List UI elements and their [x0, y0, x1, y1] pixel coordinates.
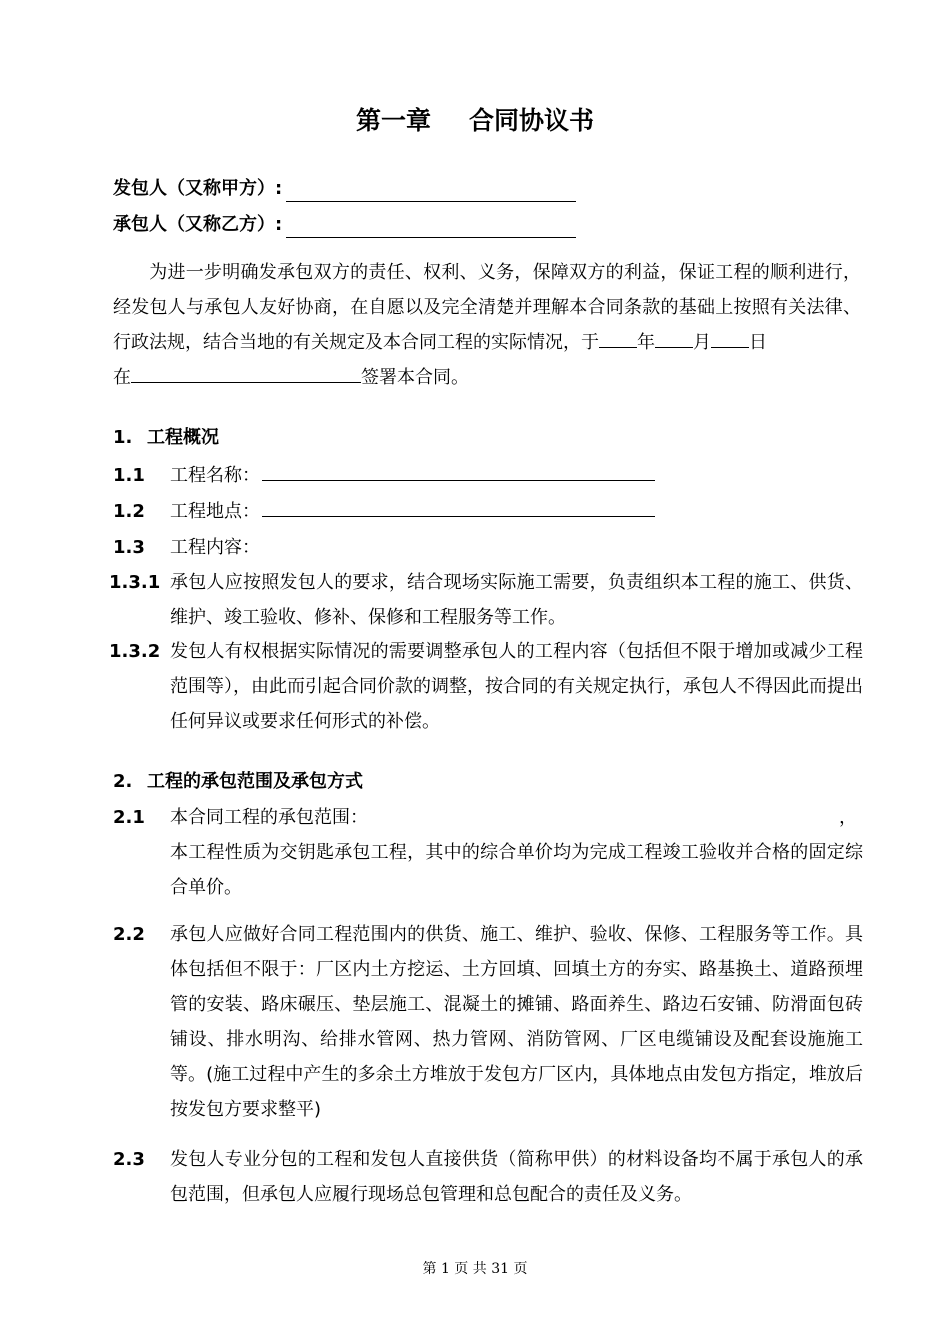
- day-label: 日: [749, 332, 767, 353]
- section-1-heading: [113, 425, 219, 451]
- clause-text: 工程内容：: [170, 537, 260, 558]
- clause-text: 工程地点：: [170, 501, 260, 522]
- section-2-title: 工程的承包范围及承包方式: [147, 771, 363, 792]
- clause-2-1: [113, 800, 863, 905]
- clause-number: 2.1: [113, 807, 145, 828]
- chapter-name: 合同协议书: [469, 106, 595, 135]
- clause-text: 本工程性质为交钥匙承包工程，其中的综合单价均为完成工程竣工验收并合格的固定综合单价。: [170, 842, 863, 898]
- intro-paragraph: [113, 255, 861, 395]
- place-blank: [131, 360, 361, 383]
- year-blank: [599, 325, 637, 348]
- chapter-number: 第一章: [355, 106, 431, 135]
- clause-number: 1.3: [113, 537, 145, 558]
- page-footer: 第 1 页 共 31 页: [422, 1261, 528, 1277]
- clause-number: 1.2: [113, 501, 145, 522]
- clause-2-2: [113, 917, 863, 1127]
- section-1-title: 工程概况: [147, 427, 219, 448]
- scope-comma: ，: [839, 807, 857, 828]
- clause-1-1: [113, 458, 863, 493]
- section-1-number: 1.: [113, 427, 133, 448]
- clause-1-3-1: [109, 565, 863, 635]
- contractor-label: 承包人（又称乙方）:: [113, 214, 283, 235]
- clause-text: 发包人有权根据实际情况的需要调整承包人的工程内容（包括但不限于增加或减少工程范围等），由此而引起合同价款的调整，按合同的有关规定执行，承包人不得因此而提出任何异议或要求任何形式的补偿。: [170, 641, 863, 732]
- place-label: 在: [113, 367, 131, 388]
- clause-text: 工程名称：: [170, 465, 260, 486]
- chapter-title: [0, 104, 950, 138]
- employer-line: [113, 176, 576, 202]
- section-2-number: 2.: [113, 771, 133, 792]
- intro-text: 为进一步明确发承包双方的责任、权利、义务，保障双方的利益，保证工程的顺利进行，经发包人与承包人友好协商，在自愿以及完全清楚并理解本合同条款的基础上按照有关法律、行政法规，结合当地的有关规定及本合同工程的实际情况，于: [113, 262, 861, 353]
- year-label: 年: [637, 332, 655, 353]
- clause-text: 发包人专业分包的工程和发包人直接供货（简称甲供）的材料设备均不属于承包人的承包范围，但承包人应履行现场总包管理和总包配合的责任及义务。: [170, 1149, 863, 1205]
- project-location-blank: [262, 494, 655, 517]
- clause-2-3: [113, 1142, 863, 1212]
- clause-number: 1.1: [113, 465, 145, 486]
- clause-number: 1.3.2: [109, 641, 161, 662]
- contractor-blank: [286, 215, 576, 238]
- scope-label: 本合同工程的承包范围：: [170, 807, 368, 828]
- month-blank: [655, 325, 693, 348]
- clause-number: 2.2: [113, 924, 145, 945]
- clause-1-3: [113, 530, 863, 565]
- month-label: 月: [693, 332, 711, 353]
- employer-blank: [286, 179, 576, 202]
- employer-label: 发包人（又称甲方）:: [113, 178, 283, 199]
- day-blank: [711, 325, 749, 348]
- clause-text: 承包人应做好合同工程范围内的供货、施工、维护、验收、保修、工程服务等工作。具体包括但不限于：厂区内土方挖运、土方回填、回填土方的夯实、路基换土、道路预埋管的安装、路床碾压、垫层施工、混凝土的摊铺、路面养生、路边石安铺、防滑面包砖铺设、排水明沟、给排水管网、热力管网、消防管网、厂区电缆铺设及配套设施施工等。(施工过程中产生的多余土方堆放于发包方厂区内，具体地点由发包方指定，堆放后按发包方要求整平): [170, 924, 863, 1120]
- clause-number: 1.3.1: [109, 572, 161, 593]
- section-2-heading: [113, 769, 363, 795]
- clause-text: 承包人应按照发包人的要求，结合现场实际施工需要，负责组织本工程的施工、供货、维护、竣工验收、修补、保修和工程服务等工作。: [170, 572, 863, 628]
- clause-1-3-2: [109, 634, 863, 739]
- clause-number: 2.3: [113, 1149, 145, 1170]
- project-name-blank: [262, 458, 655, 481]
- contractor-line: [113, 212, 576, 238]
- sign-text: 签署本合同。: [361, 367, 469, 388]
- clause-1-2: [113, 494, 863, 529]
